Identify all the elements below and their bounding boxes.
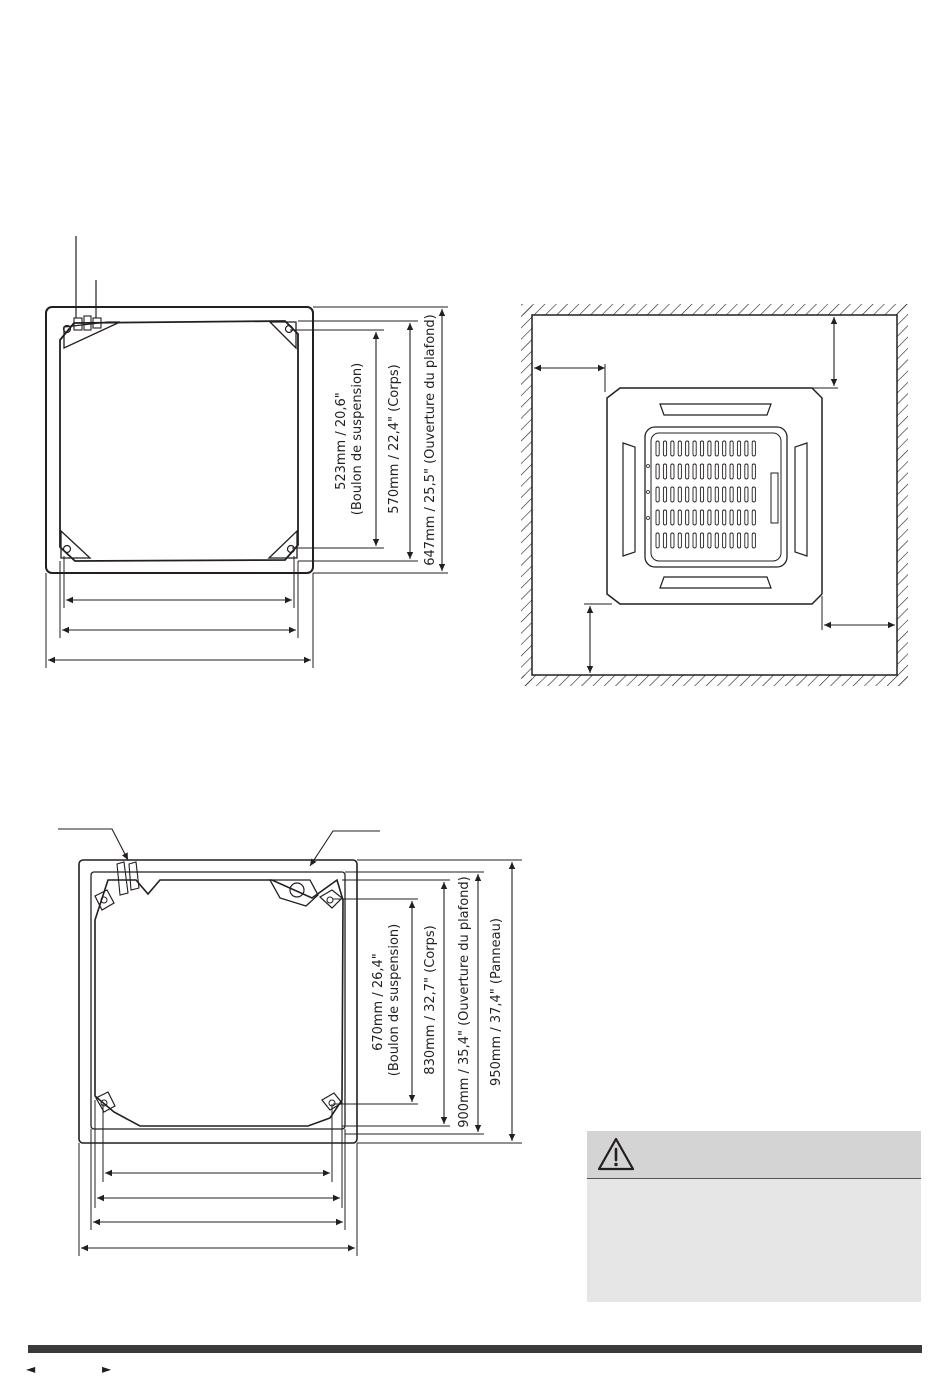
grille-slot bbox=[745, 533, 748, 548]
grille-slot bbox=[671, 510, 674, 525]
dim-label-ceiling-opening-small: 647mm / 25,5" (Ouverture du plafond) bbox=[423, 314, 438, 566]
ceiling-opening-frame bbox=[91, 872, 345, 1129]
dim-label-ceiling-opening-large: 900mm / 35,4" (Ouverture du plafond) bbox=[457, 876, 472, 1128]
grille-slot bbox=[693, 487, 696, 502]
unit-body bbox=[95, 880, 343, 1126]
grille-screw bbox=[647, 465, 650, 468]
panel-outline bbox=[79, 860, 357, 1143]
grille-slot bbox=[671, 487, 674, 502]
wall-hatch-bottom bbox=[522, 675, 908, 686]
warning-box bbox=[587, 1131, 921, 1302]
grille-slot bbox=[745, 441, 748, 456]
grille-slot bbox=[693, 510, 696, 525]
grille-slot bbox=[737, 533, 740, 548]
louver-left bbox=[623, 443, 635, 556]
grille-slot bbox=[678, 441, 681, 456]
room-outline bbox=[532, 315, 897, 675]
large-unit-diagram bbox=[58, 829, 522, 1256]
grille-slot bbox=[752, 441, 755, 456]
grille-slot bbox=[678, 510, 681, 525]
louver-right bbox=[795, 443, 807, 556]
wall-hatch-right bbox=[897, 304, 908, 686]
grille-slot bbox=[708, 464, 711, 479]
louver-top bbox=[660, 404, 771, 415]
grille-slot bbox=[663, 533, 666, 548]
grille-slot bbox=[663, 510, 666, 525]
dim-label-body-large: 830mm / 32,7" (Corps) bbox=[423, 925, 438, 1075]
grille-slot bbox=[730, 441, 733, 456]
dim-label-body-small: 570mm / 22,4" (Corps) bbox=[387, 364, 402, 514]
mounting-bracket-bottom-left bbox=[96, 1092, 115, 1112]
grille-slot bbox=[745, 510, 748, 525]
grille-slot bbox=[737, 464, 740, 479]
grille-slot bbox=[730, 487, 733, 502]
grille-slot bbox=[663, 464, 666, 479]
grille-slot bbox=[737, 487, 740, 502]
grille-slot bbox=[656, 510, 659, 525]
grille-slot bbox=[686, 487, 689, 502]
grille-slots bbox=[647, 441, 756, 548]
grille-slot bbox=[678, 487, 681, 502]
cassette-panel bbox=[607, 388, 822, 604]
warning-header bbox=[587, 1131, 921, 1179]
grille-slot bbox=[700, 441, 703, 456]
grille-slot bbox=[745, 487, 748, 502]
unit-body bbox=[60, 321, 298, 561]
grille-slot bbox=[671, 464, 674, 479]
grille-slot bbox=[656, 441, 659, 456]
grille-slot bbox=[723, 533, 726, 548]
grille-slot bbox=[686, 464, 689, 479]
grille-slot bbox=[656, 464, 659, 479]
mounting-bracket-top-left bbox=[64, 322, 120, 348]
grille-latch bbox=[771, 473, 778, 523]
grille-screw bbox=[647, 491, 650, 494]
grille-slot bbox=[700, 533, 703, 548]
grille-slot bbox=[752, 464, 755, 479]
grille-slot bbox=[656, 533, 659, 548]
grille-slot bbox=[715, 441, 718, 456]
grille-slot bbox=[693, 441, 696, 456]
leader-line-1 bbox=[58, 829, 128, 860]
grille-slot bbox=[671, 533, 674, 548]
grille-slot bbox=[752, 487, 755, 502]
grille-slot bbox=[723, 464, 726, 479]
grille-slot bbox=[708, 487, 711, 502]
drain-outlet bbox=[290, 883, 304, 897]
previous-page-icon[interactable]: ◄ bbox=[26, 1362, 36, 1376]
grille-slot bbox=[671, 441, 674, 456]
grille-slot bbox=[737, 441, 740, 456]
dim-label-suspension-bolt-large: 670mm / 26,4" (Boulon de suspension) bbox=[371, 923, 402, 1077]
grille-slot bbox=[752, 510, 755, 525]
pipe-connector bbox=[74, 318, 82, 330]
ceiling-opening-frame bbox=[46, 307, 313, 573]
grille-slot bbox=[700, 487, 703, 502]
grille-slot bbox=[745, 464, 748, 479]
bolt-hole bbox=[327, 897, 333, 903]
mounting-bracket-bottom-left bbox=[61, 531, 90, 558]
small-unit-diagram bbox=[46, 236, 448, 668]
mounting-bracket-bottom-right bbox=[269, 531, 297, 558]
bolt-hole bbox=[64, 546, 71, 553]
grille-slot bbox=[686, 510, 689, 525]
grille-slot bbox=[686, 533, 689, 548]
dim-label-suspension-bolt-small: 523mm / 20,6" (Boulon de suspension) bbox=[334, 362, 365, 516]
grille-slot bbox=[730, 510, 733, 525]
grille-slot bbox=[723, 510, 726, 525]
dim-label-panel-large: 950mm / 37,4" (Panneau) bbox=[489, 918, 504, 1086]
grille-slot bbox=[663, 487, 666, 502]
grille-slot bbox=[700, 464, 703, 479]
grille-slot bbox=[730, 464, 733, 479]
grille-slot bbox=[723, 487, 726, 502]
next-page-icon[interactable]: ► bbox=[102, 1362, 112, 1376]
grille-slot bbox=[678, 464, 681, 479]
grille-slot bbox=[715, 487, 718, 502]
grille-screw bbox=[647, 517, 650, 520]
grille-slot bbox=[715, 533, 718, 548]
grille-slot bbox=[663, 441, 666, 456]
installation-clearance-diagram bbox=[521, 304, 908, 686]
grille-slot bbox=[737, 510, 740, 525]
grille-slot bbox=[678, 533, 681, 548]
louver-bottom bbox=[660, 577, 771, 588]
grille-slot bbox=[708, 533, 711, 548]
mounting-bracket-top-right bbox=[270, 322, 296, 348]
grille-slot bbox=[708, 510, 711, 525]
wall-hatch-left bbox=[521, 304, 532, 686]
grille-slot bbox=[693, 464, 696, 479]
bolt-hole bbox=[286, 326, 293, 333]
grille-slot bbox=[693, 533, 696, 548]
grille-slot bbox=[723, 441, 726, 456]
grille-slot bbox=[715, 510, 718, 525]
pipe-connector bbox=[117, 862, 128, 895]
grille-slot bbox=[656, 487, 659, 502]
grille-slot bbox=[715, 464, 718, 479]
warning-triangle-icon bbox=[597, 1137, 635, 1171]
grille-slot bbox=[752, 533, 755, 548]
footer-bar bbox=[28, 1345, 922, 1353]
grille-slot bbox=[708, 441, 711, 456]
grille-slot bbox=[730, 533, 733, 548]
wall-hatch-top bbox=[522, 304, 908, 315]
grille-slot bbox=[700, 510, 703, 525]
grille-slot bbox=[686, 441, 689, 456]
pipe-connector bbox=[129, 862, 139, 890]
